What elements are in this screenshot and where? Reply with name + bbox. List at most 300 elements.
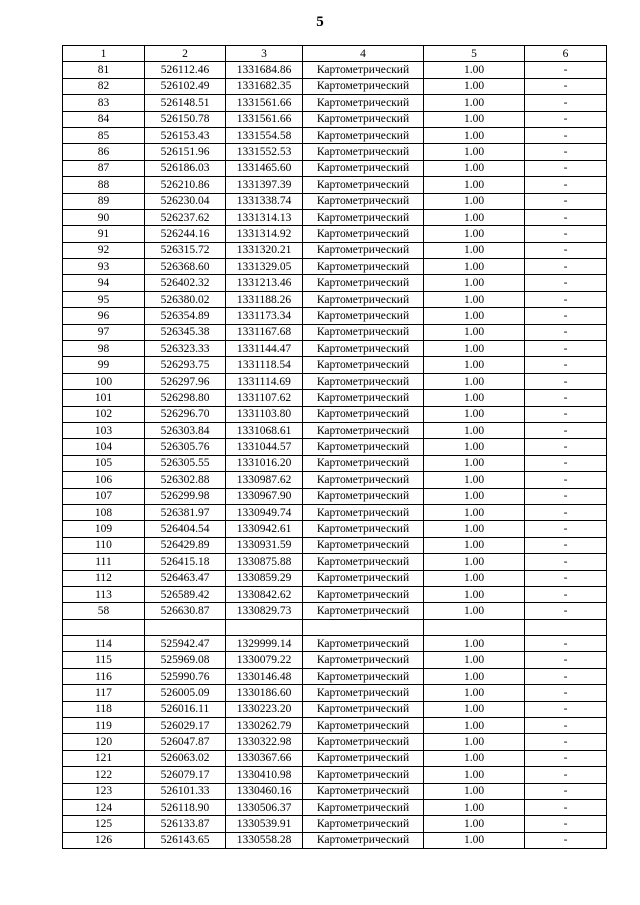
point-number-cell: 81	[63, 62, 145, 78]
table-row	[63, 734, 607, 750]
method-cell: Картометрический	[303, 603, 424, 619]
coord-x-cell: 526102.49	[145, 78, 226, 94]
coord-y-cell: 1331068.61	[226, 422, 303, 438]
table-row	[63, 62, 607, 78]
coord-y-cell: 1331114.69	[226, 373, 303, 389]
point-number-cell: 110	[63, 537, 145, 553]
method-cell: Картометрический	[303, 636, 424, 652]
accuracy-cell: 1.00	[424, 685, 525, 701]
point-number-cell: 107	[63, 488, 145, 504]
method-cell: Картометрический	[303, 242, 424, 258]
coord-y-cell: 1330146.48	[226, 668, 303, 684]
method-cell: Картометрический	[303, 291, 424, 307]
note-cell: -	[525, 308, 607, 324]
accuracy-cell: 1.00	[424, 308, 525, 324]
coord-y-cell: 1330367.66	[226, 750, 303, 766]
coord-y-cell: 1331329.05	[226, 259, 303, 275]
method-cell: Картометрический	[303, 734, 424, 750]
coord-x-cell: 526305.76	[145, 439, 226, 455]
note-cell: -	[525, 259, 607, 275]
table-row	[63, 144, 607, 160]
point-number-cell: 113	[63, 586, 145, 602]
accuracy-cell: 1.00	[424, 832, 525, 848]
coord-y-cell: 1331682.35	[226, 78, 303, 94]
point-number-cell: 106	[63, 472, 145, 488]
accuracy-cell: 1.00	[424, 111, 525, 127]
coord-x-cell: 526150.78	[145, 111, 226, 127]
coord-x-cell: 525942.47	[145, 636, 226, 652]
method-cell: Картометрический	[303, 652, 424, 668]
coord-y-cell: 1330987.62	[226, 472, 303, 488]
method-cell: Картометрический	[303, 275, 424, 291]
coord-x-cell	[145, 619, 226, 635]
coord-x-cell: 526143.65	[145, 832, 226, 848]
method-cell: Картометрический	[303, 767, 424, 783]
accuracy-cell: 1.00	[424, 718, 525, 734]
note-cell: -	[525, 78, 607, 94]
point-number-cell: 114	[63, 636, 145, 652]
method-cell: Картометрический	[303, 718, 424, 734]
point-number-cell: 84	[63, 111, 145, 127]
coord-x-cell: 526151.96	[145, 144, 226, 160]
note-cell: -	[525, 603, 607, 619]
table-row	[63, 603, 607, 619]
point-number-cell: 95	[63, 291, 145, 307]
point-number-cell: 83	[63, 95, 145, 111]
accuracy-cell: 1.00	[424, 291, 525, 307]
method-cell: Картометрический	[303, 406, 424, 422]
point-number-cell: 112	[63, 570, 145, 586]
table-row	[63, 570, 607, 586]
note-cell: -	[525, 750, 607, 766]
accuracy-cell: 1.00	[424, 603, 525, 619]
note-cell: -	[525, 554, 607, 570]
method-cell: Картометрический	[303, 570, 424, 586]
coord-y-cell: 1331103.80	[226, 406, 303, 422]
coord-y-cell: 1330079.22	[226, 652, 303, 668]
accuracy-cell: 1.00	[424, 488, 525, 504]
method-cell: Картометрический	[303, 226, 424, 242]
method-cell: Картометрический	[303, 554, 424, 570]
coord-x-cell: 526630.87	[145, 603, 226, 619]
accuracy-cell: 1.00	[424, 324, 525, 340]
coord-x-cell: 526402.32	[145, 275, 226, 291]
table-row	[63, 636, 607, 652]
method-cell	[303, 619, 424, 635]
method-cell: Картометрический	[303, 259, 424, 275]
table-row	[63, 701, 607, 717]
coord-y-cell: 1331107.62	[226, 390, 303, 406]
method-cell: Картометрический	[303, 95, 424, 111]
note-cell: -	[525, 209, 607, 225]
point-number-cell	[63, 619, 145, 635]
coord-x-cell: 526230.04	[145, 193, 226, 209]
accuracy-cell: 1.00	[424, 537, 525, 553]
accuracy-cell: 1.00	[424, 439, 525, 455]
accuracy-cell: 1.00	[424, 455, 525, 471]
coord-y-cell: 1331314.92	[226, 226, 303, 242]
accuracy-cell: 1.00	[424, 406, 525, 422]
table-row	[63, 193, 607, 209]
coord-x-cell: 526463.47	[145, 570, 226, 586]
method-cell: Картометрический	[303, 537, 424, 553]
coord-x-cell: 526354.89	[145, 308, 226, 324]
coord-y-cell: 1330410.98	[226, 767, 303, 783]
coord-y-cell: 1330539.91	[226, 816, 303, 832]
accuracy-cell: 1.00	[424, 275, 525, 291]
method-cell: Картометрический	[303, 422, 424, 438]
method-cell: Картометрический	[303, 144, 424, 160]
coordinates-table	[62, 45, 607, 849]
table-row	[63, 718, 607, 734]
note-cell: -	[525, 275, 607, 291]
note-cell: -	[525, 537, 607, 553]
coord-y-cell: 1330931.59	[226, 537, 303, 553]
point-number-cell: 87	[63, 160, 145, 176]
point-number-cell: 93	[63, 259, 145, 275]
point-number-cell: 111	[63, 554, 145, 570]
accuracy-cell: 1.00	[424, 767, 525, 783]
coord-x-cell: 526186.03	[145, 160, 226, 176]
accuracy-cell: 1.00	[424, 78, 525, 94]
accuracy-cell: 1.00	[424, 734, 525, 750]
accuracy-cell: 1.00	[424, 144, 525, 160]
accuracy-cell: 1.00	[424, 521, 525, 537]
point-number-cell: 108	[63, 504, 145, 520]
coord-x-cell: 526296.70	[145, 406, 226, 422]
method-cell: Картометрический	[303, 832, 424, 848]
point-number-cell: 100	[63, 373, 145, 389]
accuracy-cell: 1.00	[424, 127, 525, 143]
table-row	[63, 177, 607, 193]
coord-y-cell: 1331173.34	[226, 308, 303, 324]
note-cell: -	[525, 341, 607, 357]
note-cell: -	[525, 701, 607, 717]
coord-x-cell: 525969.08	[145, 652, 226, 668]
point-number-cell: 115	[63, 652, 145, 668]
table-row	[63, 341, 607, 357]
table-row	[63, 160, 607, 176]
table-row	[63, 668, 607, 684]
note-cell: -	[525, 816, 607, 832]
method-cell: Картометрический	[303, 472, 424, 488]
accuracy-cell: 1.00	[424, 226, 525, 242]
point-number-cell: 124	[63, 799, 145, 815]
column-header-6: 6	[525, 46, 607, 62]
accuracy-cell: 1.00	[424, 209, 525, 225]
note-cell: -	[525, 177, 607, 193]
note-cell: -	[525, 455, 607, 471]
method-cell: Картометрический	[303, 783, 424, 799]
table-row	[63, 357, 607, 373]
accuracy-cell: 1.00	[424, 357, 525, 373]
note-cell: -	[525, 767, 607, 783]
method-cell: Картометрический	[303, 78, 424, 94]
point-number-cell: 116	[63, 668, 145, 684]
accuracy-cell: 1.00	[424, 193, 525, 209]
coord-y-cell: 1330949.74	[226, 504, 303, 520]
page-number: 5	[316, 14, 324, 30]
coord-y-cell	[226, 619, 303, 635]
coord-x-cell: 526079.17	[145, 767, 226, 783]
table-row	[63, 324, 607, 340]
coord-y-cell: 1331213.46	[226, 275, 303, 291]
point-number-cell: 122	[63, 767, 145, 783]
table-row	[63, 750, 607, 766]
coord-x-cell: 526380.02	[145, 291, 226, 307]
method-cell: Картометрический	[303, 373, 424, 389]
coord-y-cell: 1330859.29	[226, 570, 303, 586]
note-cell: -	[525, 144, 607, 160]
coord-y-cell: 1330223.20	[226, 701, 303, 717]
coord-y-cell: 1331338.74	[226, 193, 303, 209]
column-header-5: 5	[424, 46, 525, 62]
coord-x-cell: 526112.46	[145, 62, 226, 78]
column-header-1: 1	[63, 46, 145, 62]
method-cell: Картометрический	[303, 816, 424, 832]
coord-x-cell: 526148.51	[145, 95, 226, 111]
coord-x-cell: 526381.97	[145, 504, 226, 520]
coord-x-cell: 526237.62	[145, 209, 226, 225]
note-cell: -	[525, 422, 607, 438]
note-cell: -	[525, 373, 607, 389]
coord-x-cell: 525990.76	[145, 668, 226, 684]
note-cell: -	[525, 242, 607, 258]
note-cell: -	[525, 685, 607, 701]
note-cell: -	[525, 357, 607, 373]
table-row	[63, 406, 607, 422]
point-number-cell: 125	[63, 816, 145, 832]
coord-y-cell: 1331320.21	[226, 242, 303, 258]
method-cell: Картометрический	[303, 521, 424, 537]
note-cell: -	[525, 799, 607, 815]
coord-y-cell: 1331118.54	[226, 357, 303, 373]
table-header-row	[63, 46, 607, 62]
coord-x-cell: 526101.33	[145, 783, 226, 799]
method-cell: Картометрический	[303, 504, 424, 520]
point-number-cell: 120	[63, 734, 145, 750]
coord-x-cell: 526404.54	[145, 521, 226, 537]
accuracy-cell: 1.00	[424, 750, 525, 766]
coord-y-cell: 1331167.68	[226, 324, 303, 340]
coord-x-cell: 526303.84	[145, 422, 226, 438]
note-cell: -	[525, 226, 607, 242]
note-cell: -	[525, 504, 607, 520]
accuracy-cell: 1.00	[424, 504, 525, 520]
coord-x-cell: 526315.72	[145, 242, 226, 258]
coord-y-cell: 1329999.14	[226, 636, 303, 652]
point-number-cell: 121	[63, 750, 145, 766]
point-number-cell: 126	[63, 832, 145, 848]
method-cell: Картометрический	[303, 111, 424, 127]
point-number-cell: 118	[63, 701, 145, 717]
coord-x-cell: 526293.75	[145, 357, 226, 373]
table-row	[63, 816, 607, 832]
coord-x-cell: 526429.89	[145, 537, 226, 553]
coord-y-cell: 1330842.62	[226, 586, 303, 602]
coord-x-cell: 526323.33	[145, 341, 226, 357]
accuracy-cell: 1.00	[424, 390, 525, 406]
point-number-cell: 119	[63, 718, 145, 734]
accuracy-cell: 1.00	[424, 422, 525, 438]
method-cell: Картометрический	[303, 357, 424, 373]
point-number-cell: 98	[63, 341, 145, 357]
point-number-cell: 90	[63, 209, 145, 225]
point-number-cell: 85	[63, 127, 145, 143]
note-cell: -	[525, 62, 607, 78]
note-cell: -	[525, 390, 607, 406]
table-row	[63, 685, 607, 701]
coord-y-cell: 1331561.66	[226, 111, 303, 127]
point-number-cell: 96	[63, 308, 145, 324]
coord-y-cell: 1330322.98	[226, 734, 303, 750]
method-cell: Картометрический	[303, 586, 424, 602]
coord-y-cell: 1331554.58	[226, 127, 303, 143]
point-number-cell: 88	[63, 177, 145, 193]
method-cell: Картометрический	[303, 127, 424, 143]
method-cell: Картометрический	[303, 308, 424, 324]
coord-y-cell: 1330829.73	[226, 603, 303, 619]
note-cell: -	[525, 718, 607, 734]
coord-x-cell: 526016.11	[145, 701, 226, 717]
table-row	[63, 242, 607, 258]
note-cell	[525, 619, 607, 635]
table-row	[63, 275, 607, 291]
accuracy-cell: 1.00	[424, 259, 525, 275]
method-cell: Картометрический	[303, 177, 424, 193]
coord-x-cell: 526345.38	[145, 324, 226, 340]
accuracy-cell: 1.00	[424, 701, 525, 717]
table-row	[63, 554, 607, 570]
method-cell: Картометрический	[303, 439, 424, 455]
method-cell: Картометрический	[303, 324, 424, 340]
accuracy-cell: 1.00	[424, 95, 525, 111]
note-cell: -	[525, 521, 607, 537]
accuracy-cell: 1.00	[424, 472, 525, 488]
note-cell: -	[525, 406, 607, 422]
method-cell: Картометрический	[303, 701, 424, 717]
coord-y-cell: 1331044.57	[226, 439, 303, 455]
coord-y-cell: 1331314.13	[226, 209, 303, 225]
note-cell: -	[525, 439, 607, 455]
table-row	[63, 291, 607, 307]
coord-x-cell: 526153.43	[145, 127, 226, 143]
accuracy-cell: 1.00	[424, 586, 525, 602]
point-number-cell: 109	[63, 521, 145, 537]
point-number-cell: 89	[63, 193, 145, 209]
table-row	[63, 472, 607, 488]
point-number-cell: 123	[63, 783, 145, 799]
coord-x-cell: 526368.60	[145, 259, 226, 275]
accuracy-cell: 1.00	[424, 177, 525, 193]
method-cell: Картометрический	[303, 668, 424, 684]
point-number-cell: 105	[63, 455, 145, 471]
method-cell: Картометрический	[303, 160, 424, 176]
coord-y-cell: 1330558.28	[226, 832, 303, 848]
note-cell: -	[525, 472, 607, 488]
method-cell: Картометрический	[303, 390, 424, 406]
table-row	[63, 488, 607, 504]
coord-x-cell: 526047.87	[145, 734, 226, 750]
table-row	[63, 111, 607, 127]
method-cell: Картометрический	[303, 455, 424, 471]
coord-y-cell: 1330262.79	[226, 718, 303, 734]
note-cell: -	[525, 652, 607, 668]
column-header-4: 4	[303, 46, 424, 62]
accuracy-cell: 1.00	[424, 816, 525, 832]
coord-x-cell: 526305.55	[145, 455, 226, 471]
point-number-cell: 91	[63, 226, 145, 242]
point-number-cell: 82	[63, 78, 145, 94]
coord-x-cell: 526029.17	[145, 718, 226, 734]
method-cell: Картометрический	[303, 341, 424, 357]
coord-y-cell: 1331016.20	[226, 455, 303, 471]
accuracy-cell: 1.00	[424, 652, 525, 668]
table-row	[63, 504, 607, 520]
coord-x-cell: 526244.16	[145, 226, 226, 242]
table-row	[63, 832, 607, 848]
coord-x-cell: 526133.87	[145, 816, 226, 832]
coord-y-cell: 1330967.90	[226, 488, 303, 504]
accuracy-cell: 1.00	[424, 570, 525, 586]
accuracy-cell: 1.00	[424, 636, 525, 652]
point-number-cell: 102	[63, 406, 145, 422]
point-number-cell: 86	[63, 144, 145, 160]
note-cell: -	[525, 570, 607, 586]
table-row	[63, 455, 607, 471]
coord-x-cell: 526589.42	[145, 586, 226, 602]
table-row	[63, 783, 607, 799]
note-cell: -	[525, 668, 607, 684]
accuracy-cell: 1.00	[424, 373, 525, 389]
table-row	[63, 586, 607, 602]
coord-x-cell: 526210.86	[145, 177, 226, 193]
note-cell: -	[525, 734, 607, 750]
coord-y-cell: 1331684.86	[226, 62, 303, 78]
coord-x-cell: 526298.80	[145, 390, 226, 406]
note-cell: -	[525, 636, 607, 652]
point-number-cell: 94	[63, 275, 145, 291]
coord-x-cell: 526299.98	[145, 488, 226, 504]
accuracy-cell: 1.00	[424, 341, 525, 357]
coord-y-cell: 1330460.16	[226, 783, 303, 799]
coord-y-cell: 1331397.39	[226, 177, 303, 193]
accuracy-cell: 1.00	[424, 668, 525, 684]
coord-x-cell: 526415.18	[145, 554, 226, 570]
coord-y-cell: 1331561.66	[226, 95, 303, 111]
accuracy-cell	[424, 619, 525, 635]
coord-x-cell: 526118.90	[145, 799, 226, 815]
note-cell: -	[525, 586, 607, 602]
table-row	[63, 799, 607, 815]
method-cell: Картометрический	[303, 750, 424, 766]
table-row	[63, 259, 607, 275]
note-cell: -	[525, 193, 607, 209]
table-row	[63, 537, 607, 553]
table-row	[63, 521, 607, 537]
coord-x-cell: 526005.09	[145, 685, 226, 701]
note-cell: -	[525, 324, 607, 340]
note-cell: -	[525, 291, 607, 307]
point-number-cell: 97	[63, 324, 145, 340]
coord-y-cell: 1330506.37	[226, 799, 303, 815]
point-number-cell: 104	[63, 439, 145, 455]
point-number-cell: 101	[63, 390, 145, 406]
note-cell: -	[525, 783, 607, 799]
table-row	[63, 619, 607, 635]
table-row	[63, 652, 607, 668]
accuracy-cell: 1.00	[424, 242, 525, 258]
